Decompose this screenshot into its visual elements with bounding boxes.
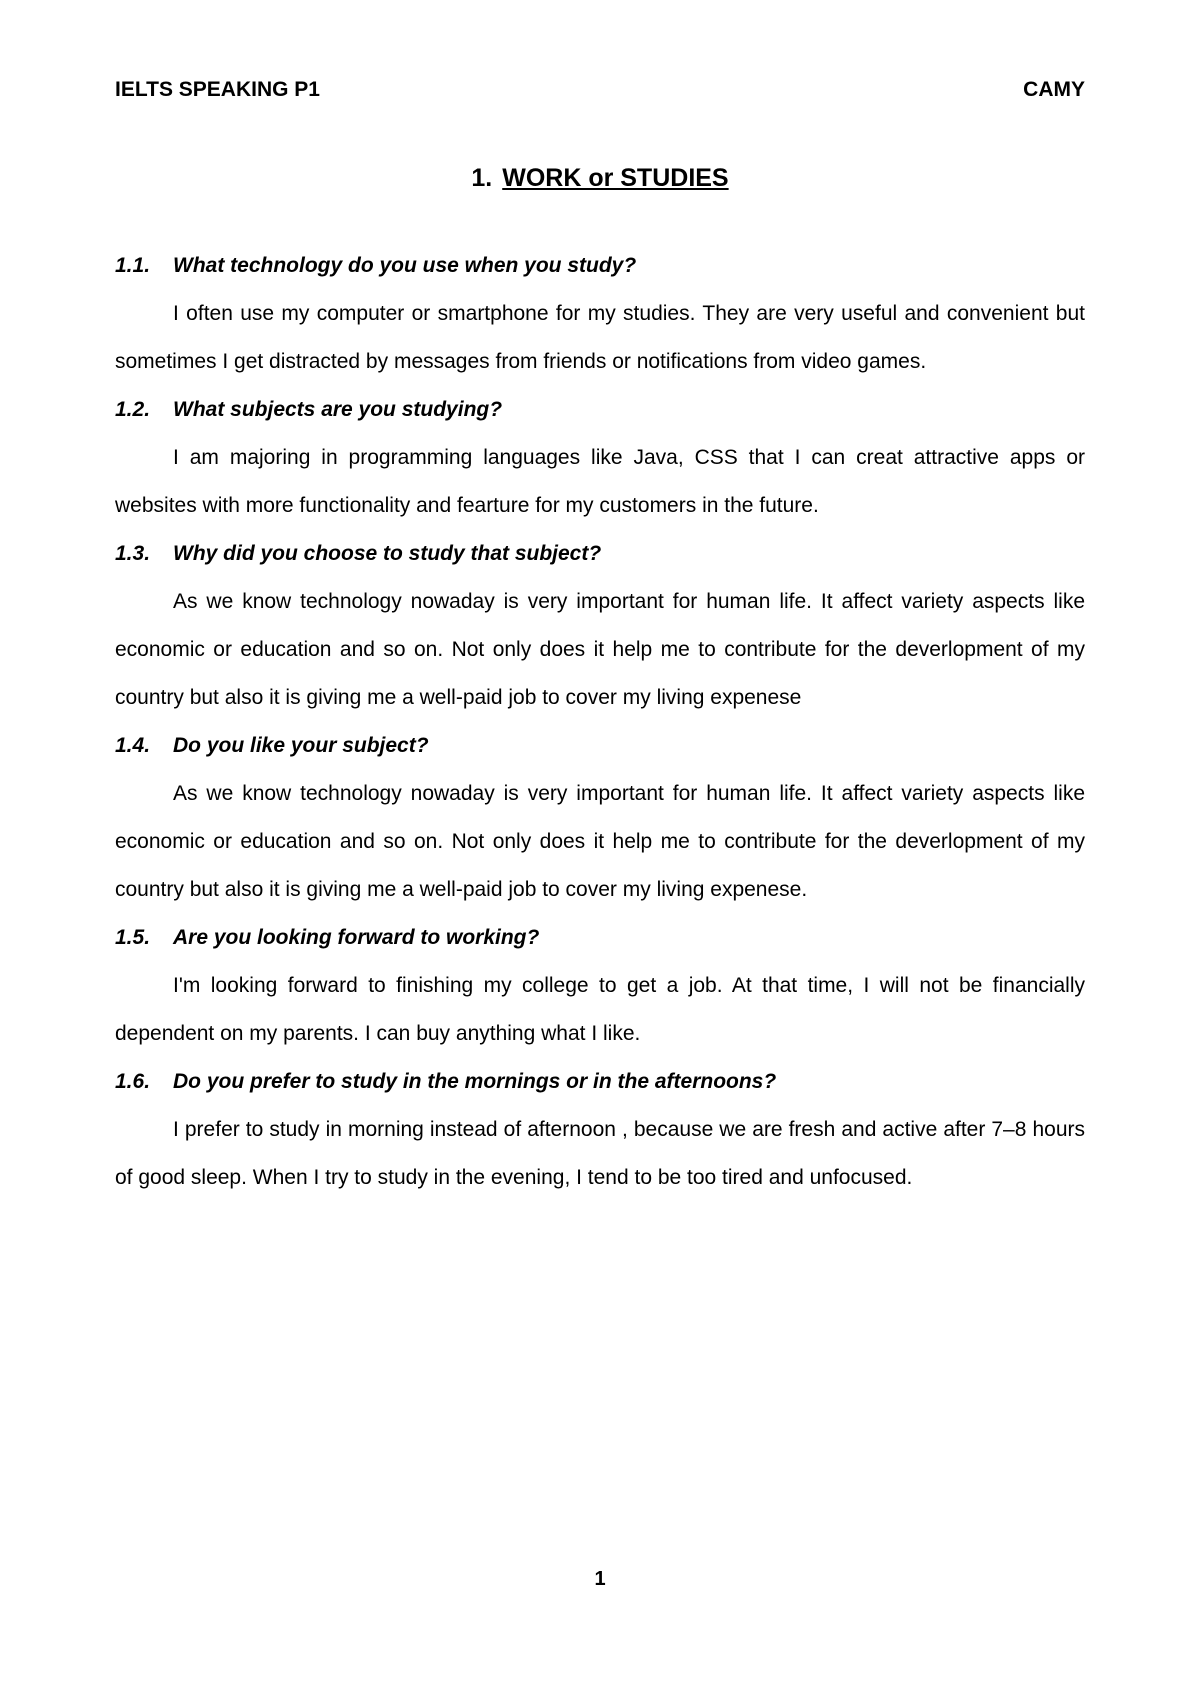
header-right-author: CAMY xyxy=(1023,78,1085,101)
answer-text: I'm looking forward to finishing my college to get a job. At that time, I will not be financially dependent on my parents. I can buy anything what I like. xyxy=(115,974,1085,1045)
qa-item xyxy=(115,1058,1085,1202)
question-text: Are you looking forward to working? xyxy=(173,926,540,949)
question-number: 1.1. xyxy=(115,254,151,277)
qa-content xyxy=(115,242,1085,1202)
page-number: 1 xyxy=(594,1568,606,1590)
answer-text: As we know technology nowaday is very important for human life. It affect variety aspects like economic or education and so on. Not only does it help me to contribute for the deverlopment of my country but also it is giving me a well-paid job to cover my living expenese. xyxy=(115,782,1085,901)
header-left-title: IELTS SPEAKING P1 xyxy=(115,78,320,101)
page-header xyxy=(115,78,1085,106)
qa-item xyxy=(115,386,1085,530)
section-title xyxy=(0,164,1200,193)
question xyxy=(115,530,1085,578)
answer-text: I prefer to study in morning instead of afternoon , because we are fresh and active after 7–8 hours of good sleep. When I try to study in the evening, I tend to be too tired and unfocused. xyxy=(115,1118,1085,1189)
section-title-text: WORK or STUDIES xyxy=(502,164,729,192)
question-text: What technology do you use when you study? xyxy=(173,254,637,277)
question-text: Why did you choose to study that subject? xyxy=(173,542,602,565)
question-number: 1.2. xyxy=(115,398,151,421)
qa-item xyxy=(115,722,1085,914)
qa-item xyxy=(115,242,1085,386)
question-number: 1.6. xyxy=(115,1070,151,1093)
question xyxy=(115,386,1085,434)
question xyxy=(115,914,1085,962)
question xyxy=(115,242,1085,290)
question-number: 1.5. xyxy=(115,926,151,949)
answer-text: As we know technology nowaday is very important for human life. It affect variety aspects like economic or education and so on. Not only does it help me to contribute for the deverlopment of my country but also it is giving me a well-paid job to cover my living expenese xyxy=(115,590,1085,709)
question xyxy=(115,722,1085,770)
section-title-number: 1. xyxy=(471,164,493,192)
question xyxy=(115,1058,1085,1106)
answer-text: I often use my computer or smartphone for my studies. They are very useful and convenient but sometimes I get distracted by messages from friends or notifications from video games. xyxy=(115,302,1085,373)
question-number: 1.3. xyxy=(115,542,151,565)
qa-item xyxy=(115,914,1085,1058)
qa-item xyxy=(115,530,1085,722)
question-text: What subjects are you studying? xyxy=(173,398,503,421)
question-number: 1.4. xyxy=(115,734,151,757)
answer-text: I am majoring in programming languages like Java, CSS that I can creat attractive apps or websites with more functionality and fearture for my customers in the future. xyxy=(115,446,1085,517)
question-text: Do you prefer to study in the mornings or in the afternoons? xyxy=(173,1070,777,1093)
question-text: Do you like your subject? xyxy=(173,734,429,757)
